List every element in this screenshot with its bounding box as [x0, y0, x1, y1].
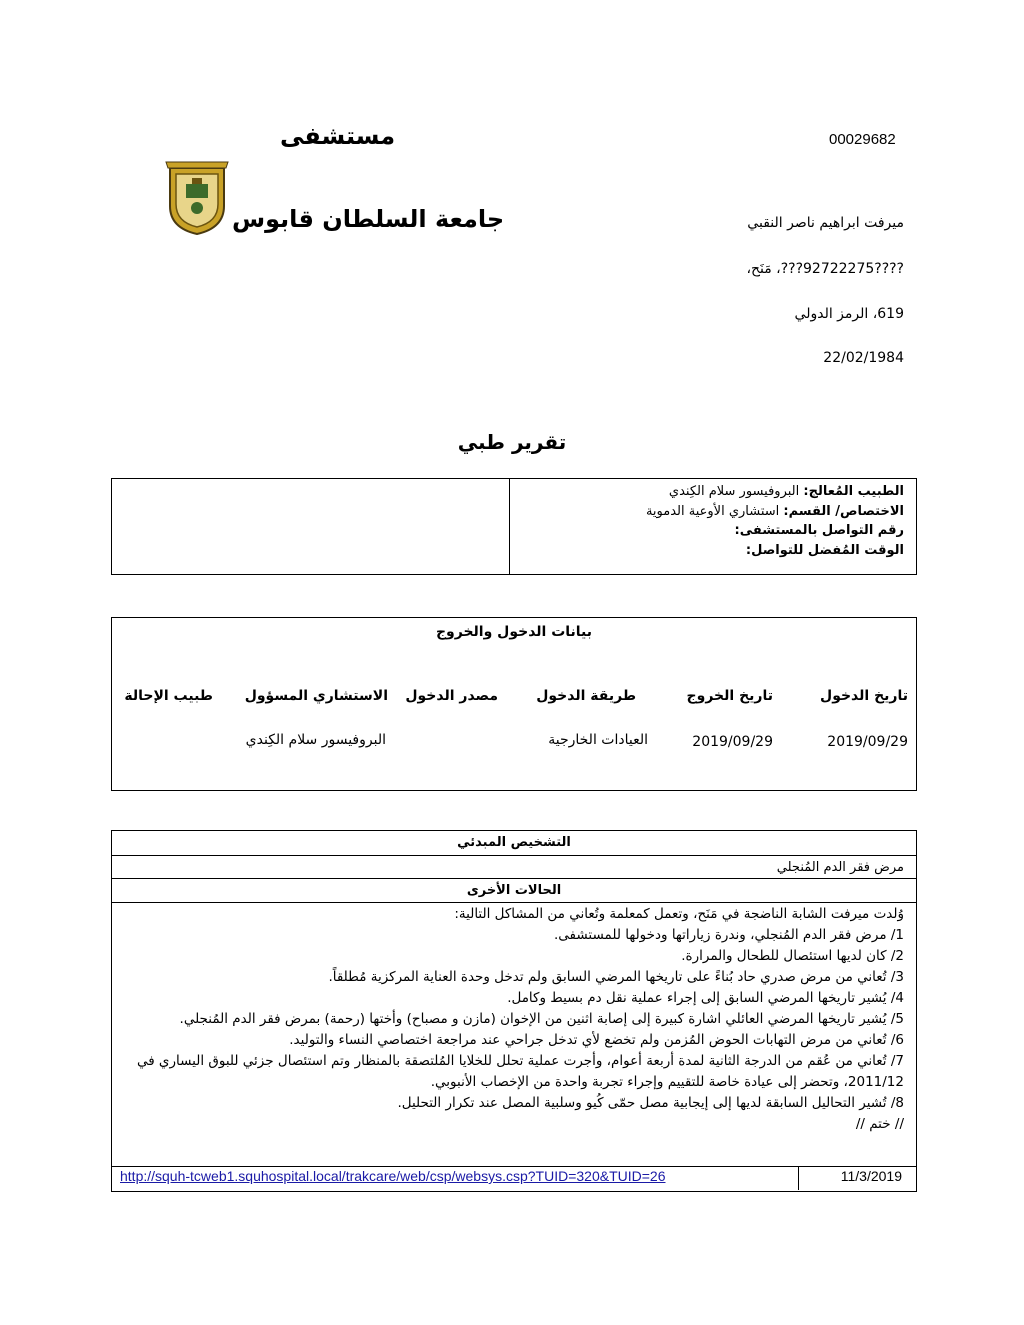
- footer-date: 11/3/2019: [840, 1168, 902, 1184]
- header-consultant: الاستشاري المسؤول: [244, 688, 388, 704]
- patient-name: ميرفت ابراهيم ناصر النقبي: [747, 215, 904, 231]
- hospital-contact-label: رقم التواصل بالمستشفى:: [734, 523, 904, 538]
- note-item: 1/ مرض فقر الدم المُنجلي، وندرة زياراتها ودخولها للمستشفى.: [554, 927, 904, 943]
- patient-contact: ????92722275???، مَنَح،: [746, 261, 904, 277]
- treating-doctor-label: الطبيب المُعالج:: [803, 484, 904, 499]
- note-item: 7/ تُعاني من عُقم من الدرجة الثانية لمدة أربعة أعوام، وأجرت عملية تحلل للخلايا المُلتصقة بالمنظار وتم استئصال جزئي للبوق اليساري في 2011/12، وتحضر إلى عيادة خاصة للتقييم وإجراء تجربة واحدة من الإخصاب الأنبوبي.: [136, 1053, 904, 1090]
- primary-diagnosis-value: مرض فقر الدم المُنجلي: [112, 856, 916, 879]
- box-divider: [509, 479, 510, 574]
- primary-diagnosis-title: التشخيص المبدئي: [112, 831, 916, 856]
- specialty-line: [524, 502, 904, 522]
- source-url-link[interactable]: http://squh-tcweb1.squhospital.local/trakcare/web/csp/websys.csp?TUID=320&TUID=26: [120, 1168, 666, 1184]
- footer-top-border: [112, 1166, 916, 1167]
- header-admit-method: طريقة الدخول: [536, 688, 636, 704]
- hospital-name-line1: مستشفى: [280, 122, 396, 150]
- footer-divider: [798, 1166, 799, 1190]
- treating-doctor-value: البروفيسور سلام الكِندي: [668, 484, 804, 499]
- admission-box: [111, 617, 917, 791]
- note-item: 3/ تُعاني من مرض صدري حاد بُناءً على تاريخها المرضي السابق ولم تدخل وحدة العناية المركزية مُطلقاً.: [328, 969, 904, 985]
- university-logo: [162, 156, 232, 236]
- stamp-note: // ختم //: [855, 1116, 904, 1132]
- patient-dob: 22/02/1984: [823, 350, 904, 366]
- header-discharge-date: تاريخ الخروج: [686, 688, 773, 704]
- header-admit-date: تاريخ الدخول: [820, 688, 908, 704]
- preferred-time-label: الوقت المُفضل للتواصل:: [745, 542, 904, 558]
- specialty-value: استشاري الأوعية الدموية: [645, 503, 784, 519]
- value-discharge-date: 2019/09/29: [692, 734, 773, 750]
- note-item: 5/ يُشير تاريخها المرضي العائلي اشارة كبيرة إلى إصابة اثنين من الإخوان (مازن و مصباح) وأختها (رحمة) بمرض فقر الدم المُنجلي.: [179, 1011, 904, 1027]
- footer-row: [112, 1166, 916, 1188]
- note-item: 2/ كان لديها استئصال للطحال والمرارة.: [681, 948, 904, 964]
- diagnosis-box: [111, 830, 917, 1192]
- report-title: تقرير طبي: [457, 430, 567, 454]
- treating-doctor-line: [524, 482, 904, 502]
- note-item: 4/ يُشير تاريخها المرضي السابق إلى إجراء عملية نقل دم بسيط وكامل.: [507, 990, 904, 1006]
- note-item: 8/ تُشير التحاليل السابقة لديها إلى إيجابية مصل حمّى كُيو وسلبية المصل عند تكرار التحليل.: [397, 1095, 904, 1111]
- note-intro: وُلدت ميرفت الشابة الناضجة في مَنَح، وتعمل كمعلمة وتُعاني من المشاكل التالية:: [454, 906, 904, 922]
- hospital-name-line2: جامعة السلطان قابوس: [232, 205, 505, 233]
- admission-title: بيانات الدخول والخروج: [435, 624, 593, 640]
- value-admit-method: العيادات الخارجية: [548, 732, 648, 748]
- other-conditions-title: الحالات الأخرى: [112, 880, 916, 903]
- note-item: 6/ تُعاني من مرض التهابات الحوض المُزمن ولم تخضع لأي تدخل جراحي عند مراجعة اختصاصي النساء والتوليد.: [289, 1032, 904, 1048]
- doctor-info-box: [111, 478, 917, 575]
- patient-country-code: 619، الرمز الدولي: [794, 306, 904, 322]
- value-admit-date: 2019/09/29: [827, 734, 908, 750]
- conditions-notes: [124, 904, 904, 1135]
- record-number: 00029682: [829, 131, 896, 148]
- logo-shield-icon: [162, 156, 232, 236]
- value-consultant: البروفيسور سلام الكِندي: [245, 732, 386, 748]
- specialty-label: الاختصاص/ القسم:: [783, 503, 904, 519]
- header-referring-doctor: طبيب الإحالة: [124, 688, 213, 704]
- header-admit-source: مصدر الدخول: [405, 688, 498, 704]
